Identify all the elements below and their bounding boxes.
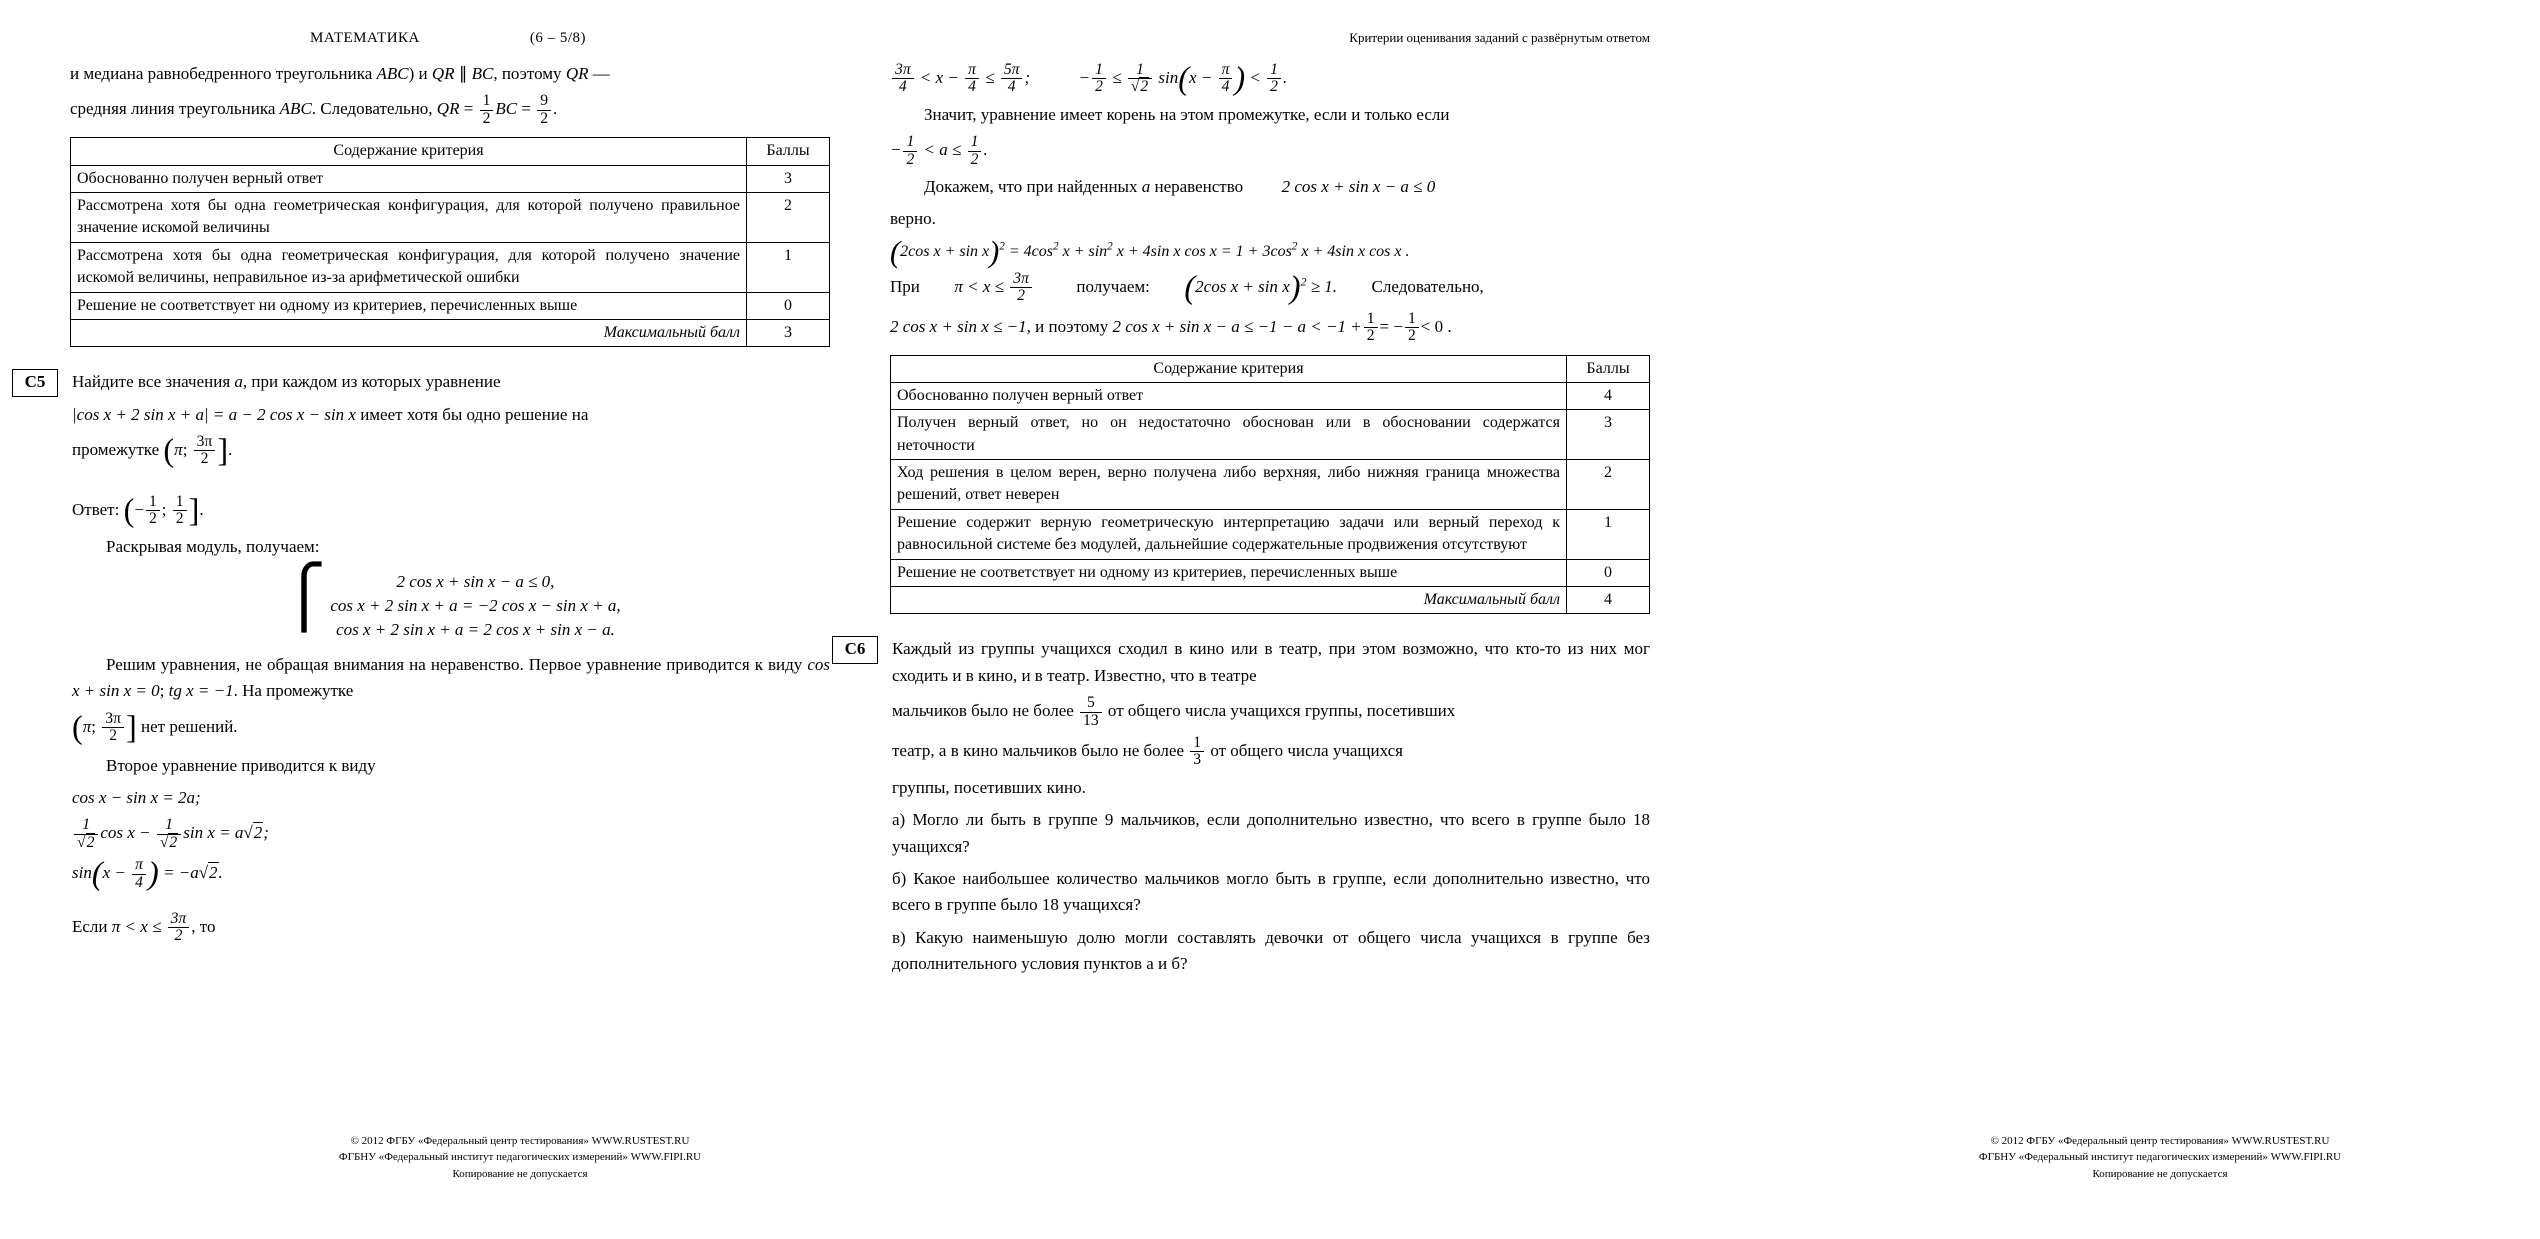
c6-text-2: от общего числа учащихся группы, посетивших	[1107, 700, 1456, 720]
intro-dash: —	[588, 64, 610, 83]
fraction-1-3: $\frac{1}{3}$	[1190, 735, 1204, 769]
answer-interval: (− $\frac{1}{2}$ ; $\frac{1}{2}$ ].	[123, 492, 204, 529]
fraction-3pi-4: $\frac{3\pi}{4}$	[892, 62, 914, 96]
c6-text-4: от общего числа учащихся	[1210, 740, 1403, 760]
top-inequality-line	[890, 62, 1650, 96]
statement-part-3: имеет хотя бы одно решение на	[355, 404, 589, 424]
variable-a: a	[234, 372, 243, 392]
subject-title: МАТЕМАТИКА	[310, 30, 420, 46]
equals-sign-1: =	[459, 99, 478, 119]
paragraph-solve	[72, 652, 830, 705]
system-brace-group	[281, 562, 621, 642]
criteria-score: 0	[747, 292, 830, 319]
system-of-equations	[72, 562, 830, 642]
equation-cos-minus-sin: cos x − sin x = 2a;	[72, 787, 201, 807]
criteria-text: Рассмотрена хотя бы одна геометрическая конфигурация, для которой получено значение искомой величины, неправильное из-за арифметической ошибки	[71, 242, 747, 292]
task-c6-item-v: в) Какую наименьшую долю могли составлять девочки от общего числа учащихся в группе без дополнительного условия пунктов а и б?	[892, 927, 1650, 973]
footer-right	[1780, 1133, 2540, 1183]
equation-normalized-expr: $\frac{1}{√2}$ cos x − $\frac{1}{√2}$ sin x = a√2;	[72, 823, 269, 842]
fraction-half-r4: $\frac{1}{2}$	[968, 134, 982, 168]
task-c5-interval-line	[72, 434, 830, 468]
identity-line	[890, 235, 1650, 270]
left-column	[24, 30, 830, 1210]
table-row	[891, 410, 1650, 460]
table-row	[891, 559, 1650, 586]
condition-pi-x-3pi2: π < x ≤ $\frac{3\pi}{2}$	[112, 917, 192, 936]
task-c6-paragraph-2	[892, 695, 1650, 729]
pri-condition: π < x ≤ $\frac{3\pi}{2}$	[954, 277, 1034, 296]
fraction-one-half: $\frac{1}{2}$	[480, 93, 494, 127]
criteria-score: 3	[747, 165, 830, 192]
fraction-pi-4-b: $\frac{\pi}{4}$	[965, 62, 979, 96]
label-bc: BC	[471, 64, 494, 83]
fraction-3pi-2: $\frac{3\pi}{2}$	[194, 434, 216, 468]
fraction-5-13: $\frac{5}{13}$	[1080, 695, 1102, 729]
solve-text-2: . На промежутке	[233, 681, 354, 701]
task-c6-body	[892, 636, 1650, 983]
table-row	[71, 192, 830, 242]
criteria-text: Решение не соответствует ни одному из критериев, перечисленных выше	[71, 292, 747, 319]
task-c5-body	[72, 369, 830, 950]
parallel-sign: ∥	[454, 64, 472, 83]
task-c6-paragraph-1: Каждый из группы учащихся сходил в кино или в театр, при этом возможно, что кто-то из них мог сходить и в кино, и в театр. Известно, что в театре	[892, 639, 1650, 685]
system-line-3: cos x + 2 sin x + a = 2 cos x + sin x − a.	[336, 620, 615, 640]
task-c6	[844, 636, 1650, 983]
col-header-score: Баллы	[1567, 355, 1650, 382]
task-c6-item-b: б) Какое наибольшее количество мальчиков могло быть в группе, если дополнительно известно, что всего в группе было 18 учащихся?	[892, 868, 1650, 915]
table-row-max	[891, 587, 1650, 614]
variable-a-r: a	[1141, 177, 1151, 197]
paragraph-prove	[890, 174, 1650, 200]
label-qr-2: QR	[565, 64, 589, 83]
max-score-value: 4	[1567, 587, 1650, 614]
fraction-nine-halves: $\frac{9}{2}$	[537, 93, 551, 127]
intro-paragraph-line1	[70, 61, 830, 87]
table-row	[891, 382, 1650, 409]
a-range-line	[890, 134, 1650, 168]
fraction-5pi-4: $\frac{5\pi}{4}$	[1001, 62, 1023, 96]
prove-verno: верно.	[890, 209, 936, 229]
table-header-row	[71, 138, 830, 165]
conclusion-part-1: 2 cos x + sin x ≤ −1,	[890, 316, 1031, 336]
page-header-left	[70, 30, 830, 47]
task-c6-paragraph-3	[892, 735, 1650, 769]
fraction-half-r2: $\frac{1}{2}$	[1267, 62, 1281, 96]
if-tail: , то	[191, 916, 216, 936]
intro-text-b: ) и	[408, 64, 432, 83]
criteria-score: 0	[1567, 559, 1650, 586]
equation-sin-shift-expr: sin(x − $\frac{\pi}{4}$ ) = −a√2.	[72, 855, 223, 892]
c6-text-3: театр, а в кино мальчиков было не более	[892, 740, 1184, 760]
task-code-c6: C6	[832, 636, 878, 664]
criteria-score: 1	[747, 242, 830, 292]
max-score-label: Максимальный балл	[71, 319, 747, 346]
pri-label: При	[890, 276, 920, 296]
paragraph-root-condition: Значит, уравнение имеет корень на этом промежутке, если и только если	[924, 104, 1450, 124]
max-score-label: Максимальный балл	[891, 587, 1567, 614]
max-score-value: 3	[747, 319, 830, 346]
equation-tg-minus1: tg x = −1	[168, 681, 234, 701]
if-label: Если	[72, 916, 108, 936]
intro-paragraph-line2	[70, 93, 830, 127]
if-condition-line	[72, 911, 830, 945]
table-row-max	[71, 319, 830, 346]
table-row	[71, 242, 830, 292]
conclusion-part-3: < 0 .	[1420, 316, 1452, 336]
task-c5-equation-line	[72, 402, 830, 428]
prove-text-1: Докажем, что при найденных	[924, 177, 1142, 197]
equation-normalized	[72, 817, 830, 851]
criteria-text: Обоснованно получен верный ответ	[891, 382, 1567, 409]
system-line-2: cos x + 2 sin x + a = −2 cos x − sin x + a,	[330, 596, 621, 616]
table-row	[891, 460, 1650, 510]
system-lines	[330, 570, 620, 642]
no-solutions-line	[72, 708, 830, 745]
period-1: .	[553, 99, 558, 119]
label-qr-3: QR	[436, 99, 460, 119]
interval-pi-3pi2-2: (π; $\frac{3\pi}{2}$ ]	[72, 708, 137, 745]
equation-modulus: |cos x + 2 sin x + a| = a − 2 cos x − sin x	[72, 404, 356, 424]
label-qr: QR	[431, 64, 455, 83]
no-solutions-text: нет решений.	[141, 716, 238, 736]
col-header-score: Баллы	[747, 138, 830, 165]
footer-line-2: ФГБНУ «Федеральный институт педагогических измерений» WWW.FIPI.RU	[338, 1151, 702, 1163]
footer-line-1: © 2012 ФГБУ «Федеральный центр тестирования» WWW.RUSTEST.RU	[350, 1134, 690, 1147]
col-header-criteria: Содержание критерия	[71, 138, 747, 165]
table-header-row	[891, 355, 1650, 382]
pri-line	[890, 271, 1650, 305]
fraction-3pi-2-c: $\frac{3\pi}{2}$	[168, 911, 190, 945]
page-header-right: Критерии оценивания заданий с развёрнутым ответом	[1349, 30, 1650, 45]
fraction-minus-half: $\frac{1}{2}$	[146, 494, 160, 528]
fraction-1-sqrt2-b: $\frac{1}{√2}$	[157, 817, 181, 851]
equation-cos-sin-zero: cos x + sin x = 0	[72, 655, 830, 701]
criteria-text: Решение содержит верную геометрическую интерпретацию задачи или верный переход к равносильной системе без модулей, дальнейшие содержательные продвижения отсутствуют	[891, 509, 1567, 559]
intro-text-c: , поэтому	[493, 64, 566, 83]
equals-sign-2: =	[517, 99, 536, 119]
page-number: (6 – 5/8)	[529, 30, 587, 46]
criteria-score: 2	[747, 192, 830, 242]
criteria-text: Обоснованно получен верный ответ	[71, 165, 747, 192]
conclusion-part-2: 2 cos x + sin x − a ≤ −1 − a < −1 +	[1112, 316, 1362, 336]
footer-line-3: Копирование не допускается	[452, 1167, 588, 1180]
criteria-text: Ход решения в целом верен, верно получена либо верхняя, либо нижняя граница множества решений, ответ неверен	[891, 460, 1567, 510]
pri-therefore: Следовательно,	[1371, 276, 1484, 296]
interval-pi-3pi2: (π; $\frac{3\pi}{2}$ ].	[163, 432, 233, 469]
fraction-1-sqrt2-a: $\frac{1}{√2}$	[74, 817, 98, 851]
conclusion-equals: = −	[1379, 316, 1403, 336]
c6-text-1: мальчиков было не более	[892, 700, 1074, 720]
fraction-half-r1: $\frac{1}{2}$	[1092, 62, 1106, 96]
criteria-text: Получен верный ответ, но он недостаточно обоснован или в обосновании содержатся неточности	[891, 410, 1567, 460]
second-equation-intro: Второе уравнение приводится к виду	[106, 755, 376, 775]
label-bc-2: BC	[495, 99, 518, 119]
task-c5-statement	[72, 369, 830, 395]
intro-text-d: средняя линия треугольника	[70, 99, 280, 119]
criteria-table-c5	[890, 355, 1650, 615]
fraction-half: $\frac{1}{2}$	[173, 494, 187, 528]
fraction-half-c2: $\frac{1}{2}$	[1405, 311, 1419, 345]
inequality-to-prove: 2 cos x + sin x − a ≤ 0	[1281, 177, 1436, 197]
criteria-table-c4	[70, 137, 830, 347]
pri-получаем: получаем:	[1076, 276, 1150, 296]
task-c6-item-a: а) Могло ли быть в группе 9 мальчиков, если дополнительно известно, что всего в группе было 18 учащихся?	[892, 810, 1650, 856]
label-abc-2: ABC	[279, 99, 312, 119]
table-row	[71, 292, 830, 319]
top-inequality-left: $\frac{3\pi}{4}$ < x − $\frac{\pi}{4}$ ≤ $\frac{5\pi}{4}$ ;	[890, 68, 1034, 87]
system-line-1: 2 cos x + sin x − a ≤ 0,	[396, 572, 555, 592]
criteria-text: Решение не соответствует ни одному из критериев, перечисленных выше	[891, 559, 1567, 586]
criteria-score: 2	[1567, 460, 1650, 510]
table-row	[891, 509, 1650, 559]
criteria-score: 1	[1567, 509, 1650, 559]
criteria-score: 3	[1567, 410, 1650, 460]
solve-text-1: Решим уравнения, не обращая внимания на неравенство. Первое уравнение приводится к виду	[106, 655, 808, 675]
intro-text-e: . Следовательно,	[311, 99, 437, 119]
identity-expr: (2cos $x + \sin x)^2 = 4\cos^2$ $x + \sin^2 x + 4\sin$ x $\cos x = 1 + 3\cos^2$ x + 4sin x cos x .	[890, 235, 1410, 270]
statement-part-4: промежутке	[72, 439, 160, 459]
criteria-score: 4	[1567, 382, 1650, 409]
footer-line-2: ФГБНУ «Федеральный институт педагогических измерений» WWW.FIPI.RU	[1978, 1151, 2342, 1163]
conclusion-line	[890, 311, 1650, 345]
fraction-3pi-2-b: $\frac{3\pi}{2}$	[102, 711, 124, 745]
brace-icon: ⎧	[281, 562, 327, 633]
a-range-expr: − $\frac{1}{2}$ < a ≤ $\frac{1}{2}$ .	[890, 133, 988, 168]
fraction-pi-4-a: $\frac{\pi}{4}$	[132, 857, 146, 891]
task-c6-paragraph-4: группы, посетивших кино.	[892, 777, 1086, 797]
intro-text-a: и медиана равнобедренного треугольника	[70, 64, 377, 83]
right-column	[844, 30, 2342, 1210]
step-open-modulus: Раскрывая модуль, получаем:	[106, 536, 320, 556]
conclusion-connector: и поэтому	[1030, 316, 1113, 336]
fraction-half-r3: $\frac{1}{2}$	[903, 134, 917, 168]
answer-line	[72, 494, 830, 528]
prove-text-2: неравенство	[1150, 177, 1244, 197]
task-code-c5: C5	[12, 369, 58, 397]
statement-part-2: , при каждом из которых уравнение	[242, 372, 501, 392]
fraction-3pi-2-r: $\frac{3\pi}{2}$	[1010, 271, 1032, 305]
pri-result: (2cos x + sin x)$^2$ ≥ 1.	[1184, 269, 1338, 306]
fraction-1-sqrt2-r: $\frac{1}{√2}$	[1128, 62, 1152, 96]
answer-label: Ответ:	[72, 499, 120, 519]
footer-left	[140, 1133, 900, 1183]
table-row	[71, 165, 830, 192]
top-inequality-right: − $\frac{1}{2}$ ≤ $\frac{1}{√2}$ sin(x − $\frac{\pi}{4}$ ) < $\frac{1}{2}$ .	[1078, 60, 1288, 97]
fraction-half-c1: $\frac{1}{2}$	[1364, 311, 1378, 345]
col-header-criteria: Содержание критерия	[891, 355, 1567, 382]
statement-part-1: Найдите все значения	[72, 372, 235, 392]
equation-sin-shift	[72, 857, 830, 891]
task-c5	[24, 369, 830, 950]
criteria-text: Рассмотрена хотя бы одна геометрическая конфигурация, для которой получено правильное значение искомой величины	[71, 192, 747, 242]
footer-line-3: Копирование не допускается	[2092, 1167, 2228, 1180]
footer-line-1: © 2012 ФГБУ «Федеральный центр тестирования» WWW.RUSTEST.RU	[1990, 1134, 2330, 1147]
label-abc: ABC	[376, 64, 409, 83]
fraction-pi-4-c: $\frac{\pi}{4}$	[1219, 62, 1233, 96]
separator-1: ;	[159, 681, 169, 701]
